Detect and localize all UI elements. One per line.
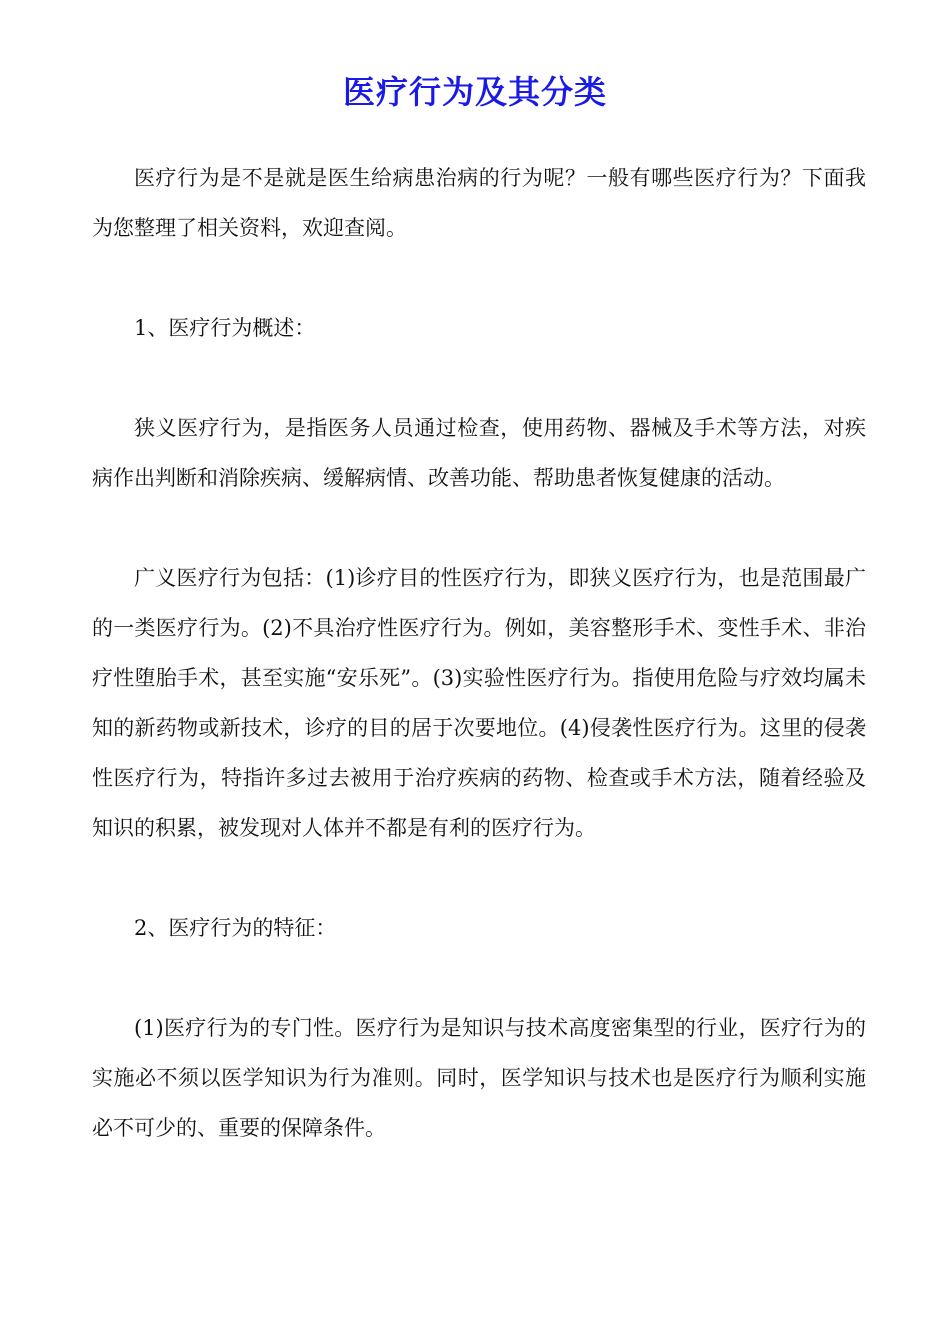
document-title: 医疗行为及其分类 — [342, 73, 607, 111]
paragraph-intro: 医疗行为是不是就是医生给病患治病的行为呢？一般有哪些医疗行为？下面我为您整理了相关资料，欢迎查阅。 — [92, 166, 866, 240]
section-heading-overview: 1、医疗行为概述： — [134, 316, 316, 340]
section-heading-features: 2、医疗行为的特征： — [134, 916, 337, 940]
paragraph-broad-definition: 广义医疗行为包括：(1)诊疗目的性医疗行为，即狭义医疗行为，也是范围最广的一类医疗行为。(2)不具治疗性医疗行为。例如，美容整形手术、变性手术、非治疗性堕胎手术，甚至实施“安乐死”。(3)实验性医疗行为。指使用危险与疗效均属未知的新药物或新技术，诊疗的目的居于次要地位。(4)侵袭性医疗行为。这里的侵袭性医疗行为，特指许多过去被用于治疗疾病的药物、检查或手术方法，随着经验及知识的积累，被发现对人体并不都是有利的医疗行为。 — [92, 566, 866, 840]
paragraph-feature-professional: (1)医疗行为的专门性。医疗行为是知识与技术高度密集型的行业，医疗行为的实施必不须以医学知识为行为准则。同时，医学知识与技术也是医疗行为顺利实施必不可少的、重要的保障条件。 — [92, 1016, 866, 1140]
paragraph-narrow-definition: 狭义医疗行为，是指医务人员通过检查，使用药物、器械及手术等方法，对疾病作出判断和消除疾病、缓解病情、改善功能、帮助患者恢复健康的活动。 — [92, 416, 866, 490]
